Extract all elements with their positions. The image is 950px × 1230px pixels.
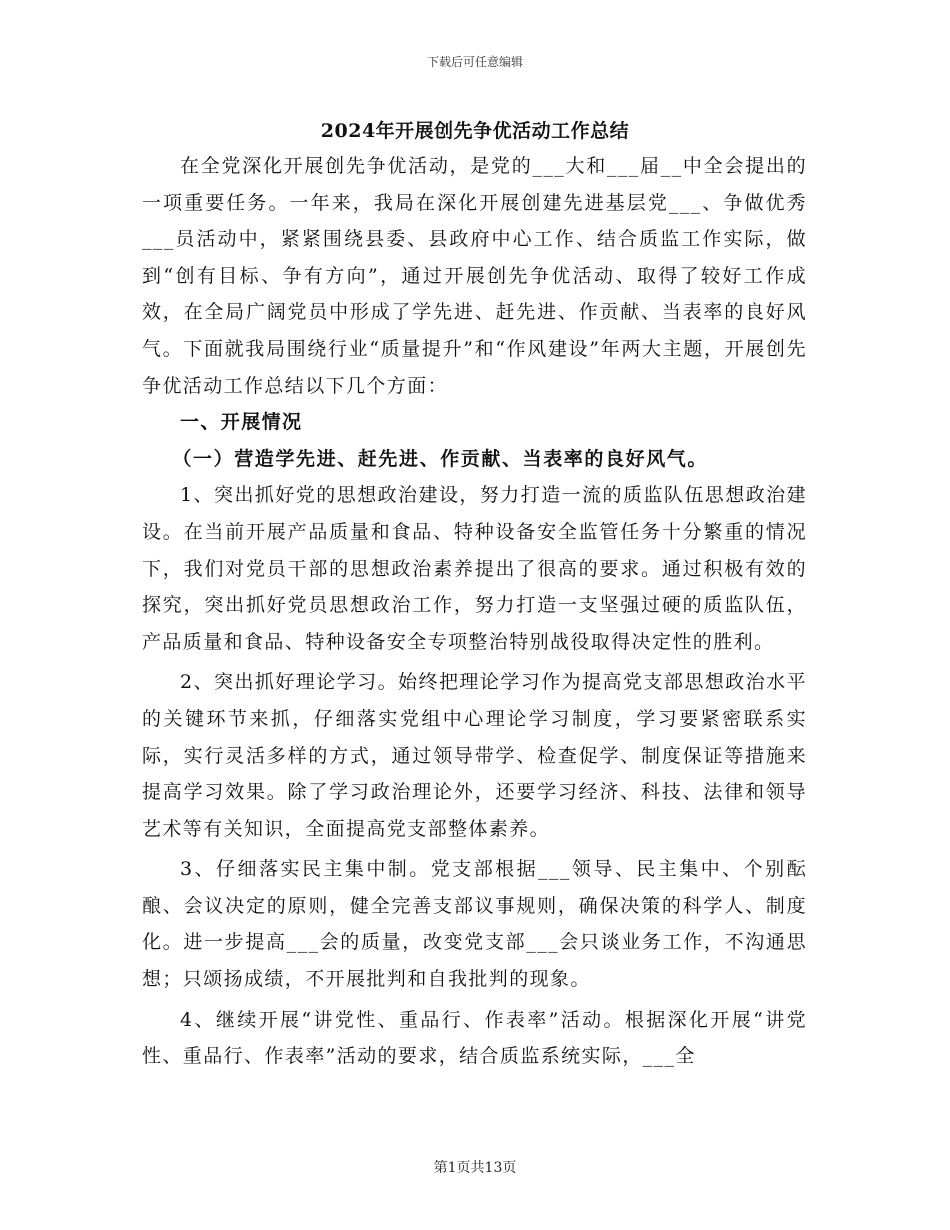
subsection-heading-1: （一）营造学先进、赶先进、作贡献、当表率的良好风气。 [172, 447, 708, 470]
header-note: 下载后可任意编辑 [426, 55, 523, 69]
page-footer: 第1页共13页 [433, 1160, 517, 1176]
item-paragraph-4: 4、继续开展“讲党性、重品行、作表率”活动。根据深化开展“讲党性、重品行、作表率”活动的要求，结合质监系统实际，___全 [142, 1008, 807, 1068]
document-title: 2024年开展创先争优活动工作总结 [320, 120, 630, 142]
document-body [142, 148, 807, 1075]
item-paragraph-1: 1、突出抓好党的思想政治建设，努力打造一流的质监队伍思想政治建设。在当前开展产品质量和食品、特种设备安全监管任务十分繁重的情况下，我们对党员干部的思想政治素养提出了很高的要求。通过积极有效的探究，突出抓好党员思想政治工作，努力打造一支坚强过硬的质监队伍，产品质量和食品、特种设备安全专项整治特别战役取得决定性的胜利。 [142, 484, 807, 653]
item-paragraph-3: 3、仔细落实民主集中制。党支部根据___领导、民主集中、个别酝酿、会议决定的原则，健全完善支部议事规则，确保决策的科学人、制度化。进一步提高___会的质量，改变党支部___会只谈业务工作，不沟通思想；只颂扬成绩，不开展批判和自我批判的现象。 [142, 858, 807, 991]
item-paragraph-2: 2、突出抓好理论学习。始终把理论学习作为提高党支部思想政治水平的关键环节来抓，仔细落实党组中心理论学习制度，学习要紧密联系实际，实行灵活多样的方式，通过领导带学、检查促学、制度保证等措施来提高学习效果。除了学习政治理论外，还要学习经济、科技、法律和领导艺术等有关知识，全面提高党支部整体素养。 [142, 671, 807, 840]
intro-paragraph: 在全党深化开展创先争优活动，是党的___大和___届__中全会提出的一项重要任务。一年来，我局在深化开展创建先进基层党___、争做优秀___员活动中，紧紧围绕县委、县政府中心工作、结合质监工作实际，做到“创有目标、争有方向”，通过开展创先争优活动、取得了较好工作成效，在全局广阔党员中形成了学先进、赶先进、作贡献、当表率的良好风气。下面就我局围绕行业“质量提升”和“作风建设”年两大主题，开展创先争优活动工作总结以下几个方面： [142, 155, 807, 397]
section-heading-1: 一、开展情况 [180, 411, 303, 434]
